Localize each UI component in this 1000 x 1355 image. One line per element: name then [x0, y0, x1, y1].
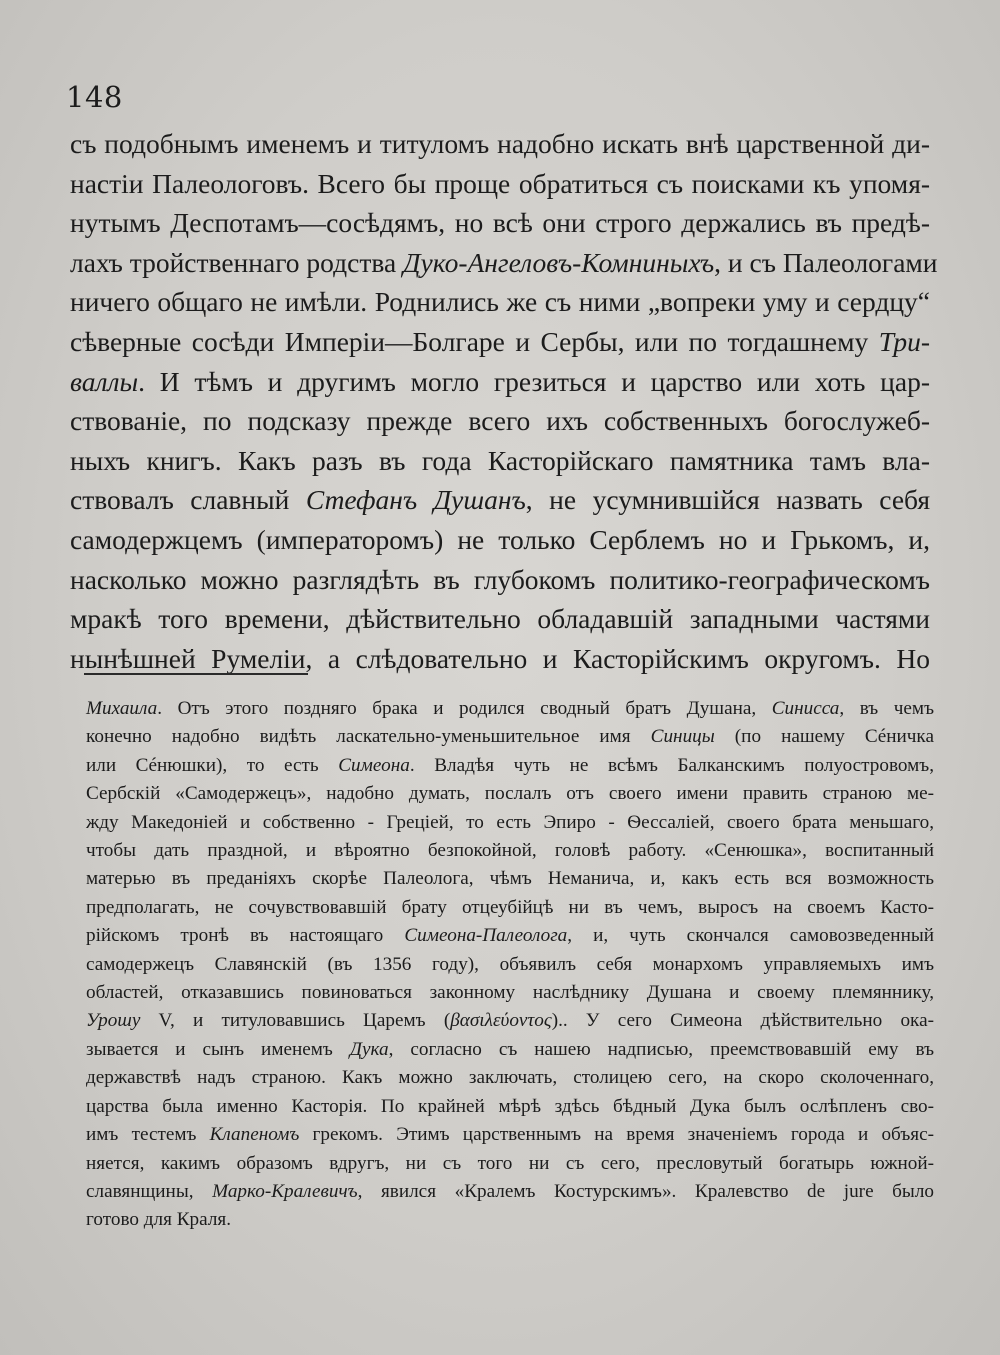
text-line: мракѣ того времени, дѣйствительно обладавшій западными частями: [70, 603, 930, 635]
text-line: нутымъ Деспотамъ—сосѣдямъ, но всѣ они строго держались въ предѣ-: [70, 207, 930, 239]
footnote-line: матерью въ преданіяхъ скорѣе Палеолога, чѣмъ Неманича, и, какъ есть вся возможность: [86, 868, 934, 890]
footnote-line: славянщины, Марко-Кралевичъ, явился «Кралемъ Костурскимъ». Кралевство de jure было: [86, 1180, 934, 1202]
footnote-line: няется, какимъ образомъ вдругъ, ни съ того ни съ сего, пресловутый богатырь южной-: [86, 1152, 934, 1174]
text-line: сѣверные сосѣди Имперіи—Болгаре и Сербы, или по тогдашнему Три-: [70, 325, 930, 357]
footnote-line: жду Македоніей и собственно - Греціей, то есть Эпиро - Ѳессаліей, своего брата меньшаго,: [86, 811, 934, 833]
text-line: нынѣшней Румеліи, а слѣдовательно и Касторійскимъ округомъ. Но: [70, 642, 930, 674]
italic-name: Дуко-Ангеловъ-Комниныхъ: [403, 246, 715, 278]
footnote-line: или Сéнюшки), то есть Симеона. Владѣя чуть не всѣмъ Балканскимъ полуостровомъ,: [86, 754, 935, 776]
text-line: самодержцемъ (императоромъ) не только Серблемъ но и Грькомъ, и,: [70, 523, 930, 555]
footnote-line: царства была именно Касторія. По крайней мѣрѣ здѣсь бѣдный Дука былъ ослѣпленъ сво-: [86, 1095, 934, 1117]
footnote-line: Урошу V, и титуловавшись Царемъ (βασιλεύοντος).. У сего Симеона дѣйствительно ока-: [86, 1010, 934, 1032]
text-line: ствованіе, по подсказу прежде всего ихъ собственныхъ богослужеб-: [70, 405, 930, 437]
footnote-divider: [84, 673, 308, 675]
italic-name: Три-: [878, 325, 930, 357]
main-text: [70, 124, 938, 678]
text-line: ничего общаго не имѣли. Роднились же съ ними „вопреки уму и сердцу“: [70, 286, 930, 318]
text-line: валлы. И тѣмъ и другимъ могло грезиться и царство или хоть цар-: [70, 365, 930, 397]
footnote-line: конечно надобно видѣть ласкательно-уменьшительное имя Синицы (по нашему Сéничка: [86, 726, 934, 748]
text-line: ствовалъ славный Стефанъ Душанъ, не усумнившійся назвать себя: [70, 484, 931, 516]
text-line: насколько можно разглядѣть въ глубокомъ политико-географическомъ: [70, 563, 930, 595]
footnote-line: Сербскій «Самодержецъ», надобно думать, послалъ отъ своего имени править страною ме-: [86, 783, 934, 805]
footnote-line: имъ тестемъ Клапеномъ грекомъ. Этимъ царственнымъ на время значеніемъ города и объяс-: [86, 1124, 934, 1146]
italic-name: валлы: [70, 365, 139, 397]
footnote-line: областей, отказавшись повиноваться законному наслѣднику Душана и своему племяннику,: [86, 982, 934, 1004]
text-line: ныхъ книгъ. Какъ разъ въ года Касторійскаго памятника тамъ вла-: [70, 444, 930, 476]
footnote-line: готово для Краля.: [86, 1209, 232, 1231]
footnote-line: державствѣ надъ страною. Какъ можно заключать, столицею сего, на скоро сколоченнаго,: [86, 1067, 934, 1089]
text-line: настіи Палеологовъ. Всего бы проще обратиться съ поисками къ упомя-: [70, 167, 930, 199]
footnote-line: Михаила. Отъ этого поздняго брака и родился сводный братъ Душана, Синисса, въ чемъ: [86, 698, 934, 719]
footnote-line: зывается и сынъ именемъ Дука, согласно съ нашею надписью, преемствовавшій ему въ: [86, 1038, 934, 1060]
footnote-line: самодержецъ Славянскій (въ 1356 году), объявилъ себя монархомъ управляемыхъ имъ: [86, 953, 934, 975]
footnote-line: чтобы дать праздной, и вѣроятно безпокойной, головѣ работу. «Сенюшка», воспитанный: [86, 840, 934, 862]
footnote: [86, 695, 934, 1235]
italic-name: Стефанъ Душанъ: [305, 484, 526, 516]
text-line: лахъ тройственнаго родства Дуко-Ангеловъ-Комниныхъ, и съ Палеологами: [70, 246, 938, 278]
page-number: 148: [66, 80, 123, 114]
text-line: съ подобнымъ именемъ и титуломъ надобно искать внѣ царственной ди-: [70, 128, 930, 159]
footnote-line: предполагать, не сочувствовавшій брату отцеубійцѣ ни въ чемъ, выросъ на своемъ Касто-: [86, 896, 934, 918]
footnote-line: рійскомъ тронѣ въ настоящаго Симеона-Палеолога, и, чуть скончался самовозведенный: [86, 925, 935, 947]
